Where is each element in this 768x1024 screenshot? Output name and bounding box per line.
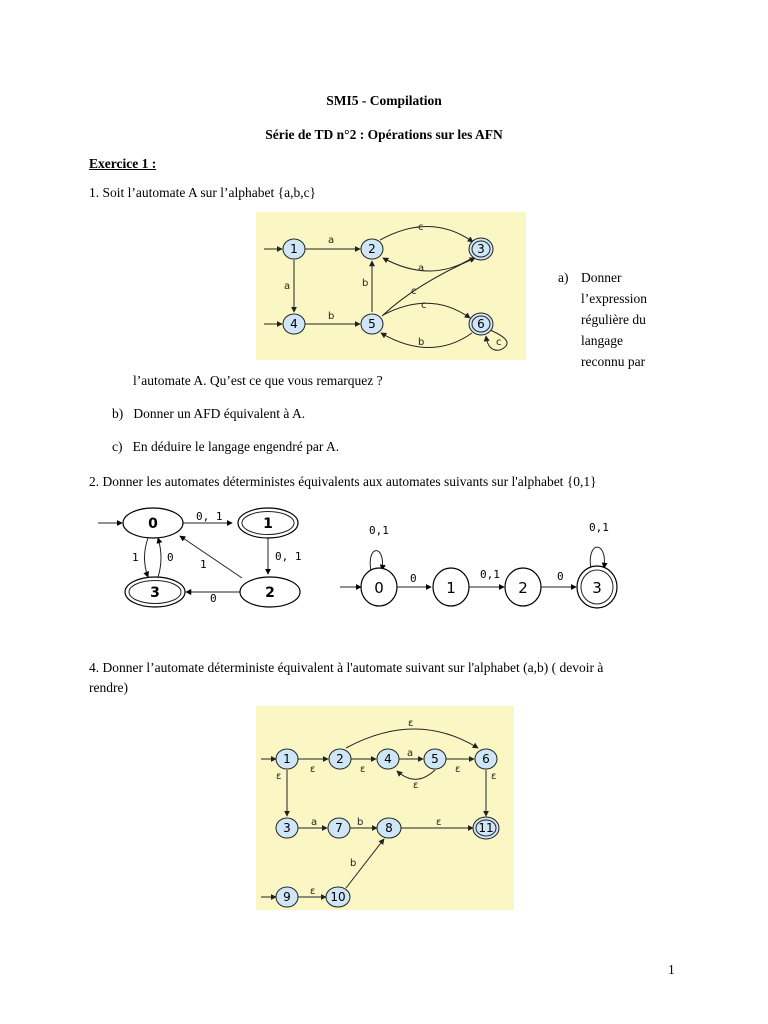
state-7 [328, 818, 350, 838]
edge-label: c [496, 337, 502, 348]
automaton-d-figure [256, 706, 514, 910]
state-2 [240, 577, 300, 607]
svg-text:7: 7 [335, 821, 343, 835]
edge-label: 0,1 [589, 521, 609, 534]
svg-text:0: 0 [374, 579, 384, 597]
state-1 [276, 749, 298, 769]
edge-label: b [350, 858, 357, 869]
edge-label: ε [413, 780, 419, 791]
svg-text:4: 4 [290, 317, 298, 331]
edge-label: c [421, 300, 427, 311]
edge-label: 0 [410, 572, 417, 585]
question-2: 2. Donner les automates déterministes équivalents aux automates suivants sur l'alphabet {0,1} [89, 474, 597, 489]
question-4-line-2: rendre) [89, 680, 128, 695]
state-3-final [577, 566, 617, 608]
edge-label: b [357, 817, 364, 828]
question-a-line: reconnu par [581, 354, 646, 369]
question-a-continuation: l’automate A. Qu’est ce que vous remarquez ? [133, 373, 383, 388]
svg-text:2: 2 [265, 585, 275, 601]
state-6 [475, 749, 497, 769]
question-a-line: régulière du [581, 312, 646, 327]
state-1 [433, 568, 469, 606]
edge-label: c [418, 222, 424, 233]
svg-text:6: 6 [482, 752, 490, 766]
svg-text:3: 3 [150, 585, 160, 601]
edge-label: 0 [557, 570, 564, 583]
state-6-final [469, 313, 493, 335]
edge-label: 1 [200, 558, 207, 571]
state-2 [361, 239, 383, 259]
svg-text:10: 10 [330, 890, 346, 904]
state-11-final [473, 817, 499, 839]
edge-label: 0 [210, 592, 217, 605]
state-0 [123, 508, 183, 538]
edge-label: a [311, 817, 318, 828]
edge-label: ε [436, 817, 442, 828]
state-9 [276, 887, 298, 907]
state-4 [377, 749, 399, 769]
state-2 [505, 568, 541, 606]
edge-label: b [362, 278, 369, 289]
svg-text:6: 6 [477, 317, 485, 331]
edge-label: ε [455, 764, 461, 775]
question-a-marker: a) [558, 270, 569, 285]
exercise-heading: Exercice 1 : [89, 156, 157, 171]
edge-label: a [407, 748, 414, 759]
svg-text:5: 5 [368, 317, 376, 331]
page-number: 1 [668, 962, 675, 977]
edge-label: c [411, 286, 417, 297]
svg-text:2: 2 [368, 242, 376, 256]
svg-text:3: 3 [592, 579, 602, 597]
svg-text:4: 4 [384, 752, 392, 766]
edge-label: ε [360, 764, 366, 775]
edge-0-3 [145, 538, 149, 577]
edge-label: ε [408, 718, 414, 729]
svg-text:3: 3 [283, 821, 291, 835]
document-subtitle: Série de TD n°2 : Opérations sur les AFN [265, 127, 503, 142]
question-a-line: Donner [581, 270, 622, 285]
svg-text:1: 1 [283, 752, 291, 766]
svg-text:0: 0 [148, 516, 158, 532]
question-c: c) En déduire le langage engendré par A. [112, 439, 340, 454]
question-a-line: langage [581, 333, 623, 348]
state-10 [326, 887, 350, 907]
edge-2-0 [180, 536, 242, 578]
edge-label: 0, 1 [196, 510, 223, 523]
svg-text:9: 9 [283, 890, 291, 904]
edge-label: 0, 1 [275, 550, 302, 563]
state-0 [361, 568, 397, 606]
question-b: b) Donner un AFD équivalent à A. [112, 406, 306, 421]
edge-label: b [418, 337, 425, 348]
edge-label: ε [310, 886, 316, 897]
state-3-final [125, 577, 185, 607]
state-5 [424, 749, 446, 769]
document-title: SMI5 - Compilation [326, 93, 442, 108]
svg-text:1: 1 [290, 242, 298, 256]
svg-text:1: 1 [446, 579, 456, 597]
edge-label: 0 [167, 551, 174, 564]
edge-label: ε [276, 771, 282, 782]
edge-label: a [284, 281, 291, 292]
edge-label: b [328, 311, 335, 322]
automaton-b-figure [92, 500, 318, 612]
edge-label: ε [310, 764, 316, 775]
state-5 [361, 314, 383, 334]
svg-text:8: 8 [385, 821, 393, 835]
state-4 [283, 314, 305, 334]
svg-text:2: 2 [336, 752, 344, 766]
edge-label: 1 [132, 551, 139, 564]
state-3-final [469, 238, 493, 260]
edge-label: 0,1 [369, 524, 389, 537]
state-2 [329, 749, 351, 769]
edge-label: ε [491, 771, 497, 782]
state-8 [377, 818, 401, 838]
edge-label: a [418, 263, 425, 274]
svg-text:5: 5 [431, 752, 439, 766]
edge-3-0 [158, 538, 161, 577]
question-4-line-1: 4. Donner l’automate déterministe équivalent à l'automate suivant sur l'alphabet (a,b) ( devoir à [89, 660, 604, 675]
automaton-c-figure [336, 512, 636, 612]
state-3 [276, 818, 298, 838]
state-1 [283, 239, 305, 259]
svg-text:1: 1 [263, 516, 273, 532]
automaton-a-figure [256, 212, 526, 360]
svg-text:11: 11 [478, 821, 494, 835]
edge-label: 0,1 [480, 568, 500, 581]
question-1: 1. Soit l’automate A sur l’alphabet {a,b,c} [89, 185, 317, 200]
question-a-line: l’expression [581, 291, 647, 306]
edge-label: a [328, 235, 335, 246]
svg-text:3: 3 [477, 242, 485, 256]
figure-background [256, 706, 514, 910]
state-1-final [238, 508, 298, 538]
svg-text:2: 2 [518, 579, 528, 597]
